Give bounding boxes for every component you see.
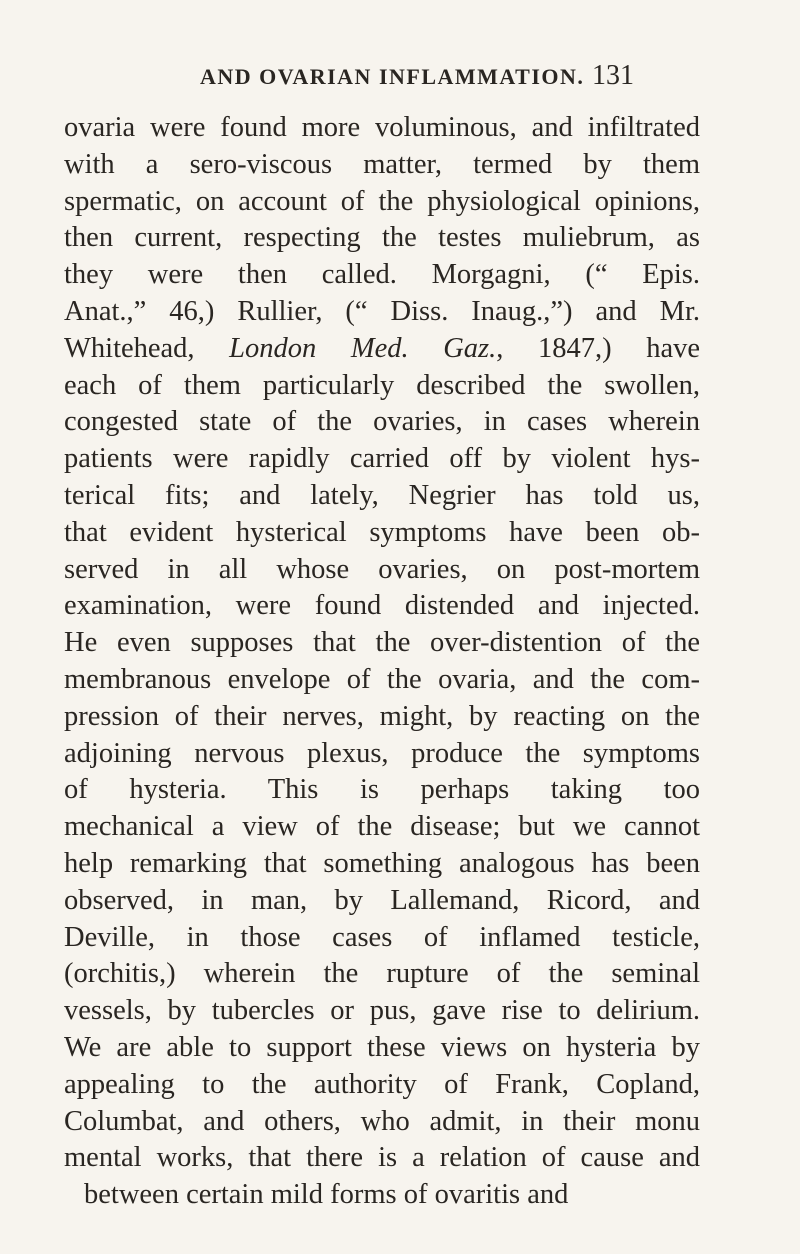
text-line: congested state of the ovaries, in cases wherein bbox=[64, 406, 700, 438]
text-line: between certain mild forms of ovaritis and bbox=[84, 1179, 569, 1211]
page-header bbox=[200, 60, 634, 96]
text-line: mental works, that there is a relation of cause and bbox=[64, 1142, 700, 1174]
text-line: they were then called. Morgagni, (“ Epis. bbox=[64, 259, 700, 291]
line-start: Whitehead, bbox=[64, 332, 230, 364]
body-paragraph bbox=[64, 110, 700, 1214]
text-line: pression of their nerves, might, by reacting on the bbox=[64, 700, 700, 732]
text-line: with a sero-viscous matter, termed by them bbox=[64, 148, 700, 180]
text-line: terical fits; and lately, Negrier has told us, bbox=[64, 479, 700, 511]
text-line: Columbat, and others, who admit, in their monu bbox=[64, 1105, 700, 1137]
text-line: examination, were found distended and injected. bbox=[64, 590, 700, 622]
journal-title: London Med. Gaz. bbox=[229, 332, 497, 364]
text-line: We are able to support these views on hysteria by bbox=[64, 1031, 700, 1063]
text-line: mechanical a view of the disease; but we cannot bbox=[64, 811, 700, 843]
text-line: ovaria were found more voluminous, and infiltrated bbox=[64, 112, 700, 143]
text-line: spermatic, on account of the physiological opinions, bbox=[64, 185, 700, 217]
text-line bbox=[64, 331, 700, 368]
text-line: observed, in man, by Lallemand, Ricord, and bbox=[64, 884, 700, 916]
text-line: membranous envelope of the ovaria, and the com- bbox=[64, 663, 700, 695]
text-line: Deville, in those cases of inflamed testicle, bbox=[64, 921, 700, 953]
text-line: each of them particularly described the swollen, bbox=[64, 369, 700, 401]
text-line: appealing to the authority of Frank, Copland, bbox=[64, 1068, 700, 1100]
text-line: vessels, by tubercles or pus, gave rise to delirium. bbox=[64, 995, 700, 1027]
line-end: , 1847,) have bbox=[496, 332, 700, 364]
text-line: of hysteria. This is perhaps taking too bbox=[64, 774, 700, 806]
text-line: He even supposes that the over-distention of the bbox=[64, 627, 700, 659]
text-line: help remarking that something analogous has been bbox=[64, 847, 700, 879]
text-line: then current, respecting the testes muliebrum, as bbox=[64, 222, 700, 254]
text-line: patients were rapidly carried off by violent hys- bbox=[64, 443, 700, 475]
text-line: (orchitis,) wherein the rupture of the seminal bbox=[64, 958, 700, 990]
running-head: AND OVARIAN INFLAMMATION. bbox=[200, 64, 585, 89]
text-line: Anat.,” 46,) Rullier, (“ Diss. Inaug.,”) and Mr. bbox=[64, 295, 700, 327]
text-line: adjoining nervous plexus, produce the symptoms bbox=[64, 737, 700, 769]
text-line: that evident hysterical symptoms have been ob- bbox=[64, 516, 700, 548]
page-number: 131 bbox=[592, 60, 634, 91]
text-line: served in all whose ovaries, on post-mortem bbox=[64, 553, 700, 585]
